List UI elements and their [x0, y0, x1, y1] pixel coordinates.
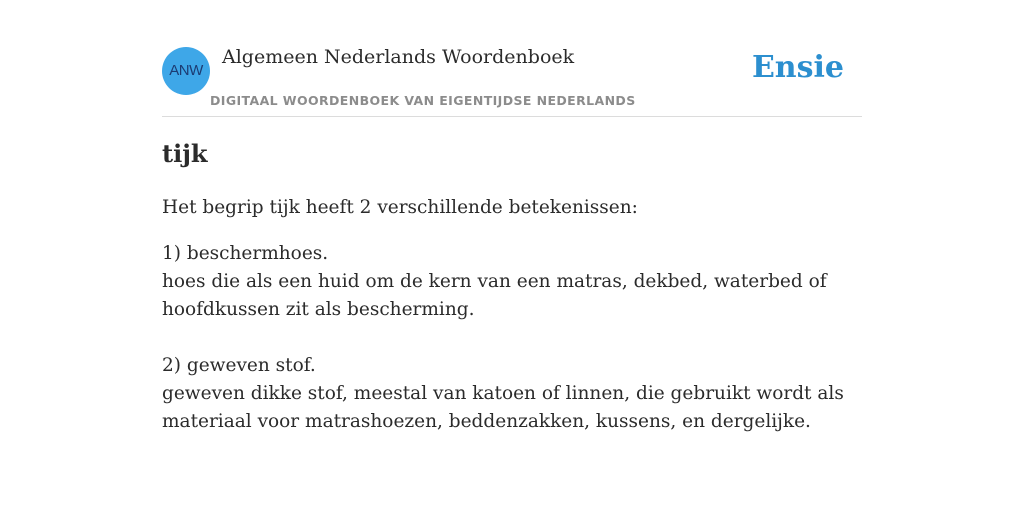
meaning-title: 1) beschermhoes.: [162, 243, 329, 264]
site-title[interactable]: Algemeen Nederlands Woordenboek: [222, 46, 575, 68]
meaning-1: [162, 240, 862, 324]
anw-logo[interactable]: ANW: [162, 47, 210, 95]
meaning-text: geweven dikke stof, meestal van katoen of linnen, die gebruikt wordt als materiaal voor matrashoezen, beddenzakken, kussens, en dergelijke.: [162, 383, 844, 432]
meaning-text: hoes die als een huid om de kern van een matras, dekbed, waterbed of hoofdkussen zit als bescherming.: [162, 271, 827, 320]
ensie-logo[interactable]: Ensie: [751, 50, 844, 85]
entry-content: [162, 138, 862, 464]
entry-intro: Het begrip tijk heeft 2 verschillende betekenissen:: [162, 197, 638, 218]
headword: tijk: [162, 139, 208, 168]
meaning-2: [162, 352, 862, 436]
site-subtitle: DIGITAAL WOORDENBOEK VAN EIGENTIJDSE NEDERLANDS: [210, 93, 636, 108]
site-header: [162, 40, 862, 117]
meaning-title: 2) geweven stof.: [162, 355, 316, 376]
